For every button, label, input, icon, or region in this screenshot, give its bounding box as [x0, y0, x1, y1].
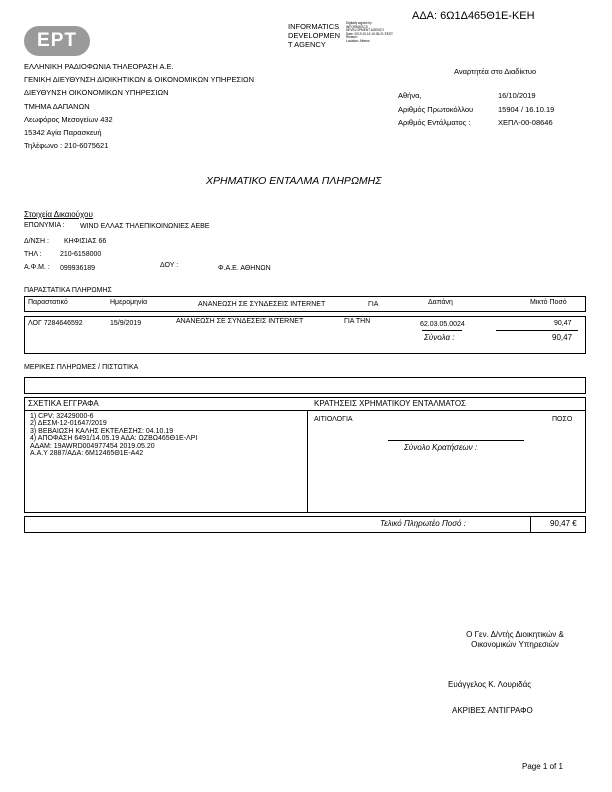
related-line: Α.Α.Υ 2887/ΑΔΑ: 6Μ12465Θ1Ε-Α42 — [30, 450, 144, 458]
related-line: 4) ΑΠΟΦΑΣΗ 6491/14.05.19 ΑΔΑ: ΩΖΒΩ465Θ1Ε-ΛΡΙ — [30, 435, 198, 443]
name-label: ΕΠΩΝΥΜΙΑ : — [24, 222, 65, 229]
beneficiary-address: ΚΗΦΙΣΙΑΣ 66 — [64, 238, 107, 245]
payment-docs-heading: ΠΑΡΑΣΤΑΤΙΚΑ ΠΛΗΡΩΜΗΣ — [24, 287, 112, 294]
posted-online-note: Αναρτητέα στο Διαδίκτυο — [454, 67, 537, 76]
org-line: Λεωφόρος Μεσογείων 432 — [24, 114, 113, 124]
organization-block — [24, 60, 254, 152]
meta-label: Αριθμός Εντάλματος : — [398, 118, 471, 127]
payment-docs-row — [24, 316, 586, 354]
stamp-line: INFORMATICS — [346, 24, 368, 29]
final-payable-box — [24, 516, 586, 533]
afm-label: Α.Φ.Μ. : — [24, 264, 50, 271]
document-title: ΧΡΗΜΑΤΙΚΟ ΕΝΤΑΛΜΑ ΠΛΗΡΩΜΗΣ — [206, 175, 382, 187]
col-expense: Δαπάνη — [428, 299, 453, 306]
beneficiary-heading: Στοιχεία Δικαιούχου — [24, 210, 93, 219]
related-heading: ΣΧΕΤΙΚΑ ΕΓΓΡΑΦΑ — [28, 399, 99, 408]
signatory-title — [440, 630, 590, 650]
total-amount: 90,47 — [552, 333, 573, 342]
stamp-line: Digitally signed by — [346, 21, 372, 25]
beneficiary-afm: 099936189 — [60, 265, 96, 272]
protocol-number: 15904 / 16.10.19 — [498, 104, 555, 114]
beneficiary-phone: 210-6158000 — [60, 251, 102, 258]
related-docs-list — [30, 413, 197, 457]
col-description-2: ΓΙΑ — [368, 301, 379, 308]
row-description-2: ΓΙΑ ΤΗΝ — [344, 318, 371, 325]
related-line: 1) CPV: 32429000-6 — [30, 413, 94, 420]
org-line: ΔΙΕΥΘΥΝΣΗ ΟΙΚΟΝΟΜΙΚΩΝ ΥΠΗΡΕΣΙΩΝ — [24, 88, 169, 98]
beneficiary-doy: Φ.Α.Ε. ΑΘΗΝΩΝ — [218, 265, 271, 272]
ert-logo: ΕΡΤ — [24, 26, 90, 56]
deductions-total-label: Σύνολο Κρατήσεων : — [404, 443, 478, 452]
col-doc: Παραστατικό — [28, 299, 68, 306]
meta-label: Αριθμός Πρωτοκόλλου — [398, 104, 474, 114]
related-divider — [307, 410, 308, 513]
total-rule-right — [496, 330, 578, 331]
row-description: ΑΝΑΝΕΩΣΗ ΣΕ ΣΥΝΔΕΣΕΙΣ INTERNET — [176, 318, 304, 325]
deductions-amount-col: ΠΟΣΟ — [552, 416, 573, 423]
related-line: 2) ΔΕΣΜ-12-01647/2019 — [30, 420, 107, 428]
stamp-line: Date: 2019.10.16 10:35:21 EEST — [346, 31, 393, 36]
stamp-line: Reason: — [346, 35, 358, 40]
col-description: ΑΝΑΝΕΩΣΗ ΣΕ ΣΥΝΔΕΣΕΙΣ INTERNET — [198, 301, 326, 308]
informatics-line: DEVELOPMEN — [288, 31, 341, 40]
meta-labels — [398, 89, 473, 130]
signatory-name: Ευάγγελος Κ. Λουριδάς — [448, 680, 532, 689]
deductions-reason-col: ΑΙΤΙΟΛΟΓΙΑ — [314, 416, 353, 423]
informatics-label — [288, 22, 340, 49]
col-date: Ημερομηνία — [110, 299, 148, 306]
final-payable-value: 90,47 € — [550, 519, 577, 528]
partial-payments-box — [24, 377, 586, 394]
phone-label: ΤΗΛ : — [24, 251, 42, 258]
total-label: Σύνολα : — [424, 333, 455, 342]
meta-label: Αθήνα, — [398, 91, 422, 100]
deductions-heading: ΚΡΑΤΗΣΕΙΣ ΧΡΗΜΑΤΙΚΟΥ ΕΝΤΑΛΜΑΤΟΣ — [314, 399, 466, 408]
related-header-rule — [24, 410, 586, 411]
certified-copy-note: ΑΚΡΙΒΕΣ ΑΝΤΙΓΡΑΦΟ — [452, 706, 533, 715]
informatics-line: INFORMATICS — [288, 22, 340, 31]
org-line: ΓΕΝΙΚΗ ΔΙΕΥΘΥΝΣΗ ΔΙΟΙΚΗΤΙΚΩΝ & ΟΙΚΟΝΟΜΙΚΩΝ ΥΠΗΡΕΣΙΩΝ — [24, 75, 255, 85]
related-line: 3) ΒΕΒΑΙΩΣΗ ΚΑΛΗΣ ΕΚΤΕΛΕΣΗΣ: 04.10.19 — [30, 427, 174, 435]
final-payable-label: Τελικό Πληρωτέο Ποσό : — [380, 519, 466, 528]
partial-payments-heading: ΜΕΡΙΚΕΣ ΠΛΗΡΩΜΕΣ / ΠΙΣΤΩΤΙΚΑ — [24, 364, 139, 371]
signatory-title-line: Οικονομικών Υπηρεσιών — [471, 640, 559, 649]
ada-code: ΑΔΑ: 6Ω1Δ465Θ1Ε-ΚΕΗ — [412, 10, 535, 22]
row-expense: 62.03.05.0024 — [420, 321, 465, 328]
warrant-number: ΧΕΠΛ-00-08646 — [498, 118, 553, 127]
related-line: ΑΔΑΜ: 19AWRD004977454 2019.05.20 — [30, 442, 155, 450]
digital-signature-stamp — [346, 22, 393, 44]
deductions-total-rule — [388, 440, 524, 441]
signatory-title-line: Ο Γεν. Δ/ντής Διοικητικών & — [466, 630, 564, 639]
row-date: 15/9/2019 — [110, 320, 142, 327]
org-line: ΤΜΗΜΑ ΔΑΠΑΝΩΝ — [24, 101, 90, 111]
total-rule-left — [422, 330, 462, 331]
org-line: ΕΛΛΗΝΙΚΗ ΡΑΔΙΟΦΩΝΙΑ ΤΗΛΕΟΡΑΣΗ Α.Ε. — [24, 62, 174, 71]
address-label: Δ/ΝΣΗ : — [24, 238, 49, 245]
col-amount: Μικτό Ποσό — [530, 299, 567, 306]
stamp-line: DEVELOPMENT AGENCY — [346, 28, 385, 33]
doy-label: ΔΟΥ : — [160, 262, 179, 269]
page-number: Page 1 of 1 — [522, 762, 563, 771]
org-line: 15342 Αγία Παρασκευή — [24, 128, 102, 138]
date-value: 16/10/2019 — [498, 91, 536, 100]
row-amount: 90,47 — [554, 320, 572, 327]
meta-values — [498, 89, 554, 130]
row-doc: ΛΟΓ 7284646592 — [28, 320, 83, 327]
beneficiary-name: WIND ΕΛΛΑΣ ΤΗΛΕΠΙΚΟΙΝΩΝΙΕΣ ΑΕΒΕ — [80, 223, 210, 230]
org-line: Τηλέφωνο : 210-6075621 — [24, 141, 109, 151]
informatics-line: T AGENCY — [288, 40, 326, 49]
stamp-line: Location: Athens — [346, 38, 370, 43]
